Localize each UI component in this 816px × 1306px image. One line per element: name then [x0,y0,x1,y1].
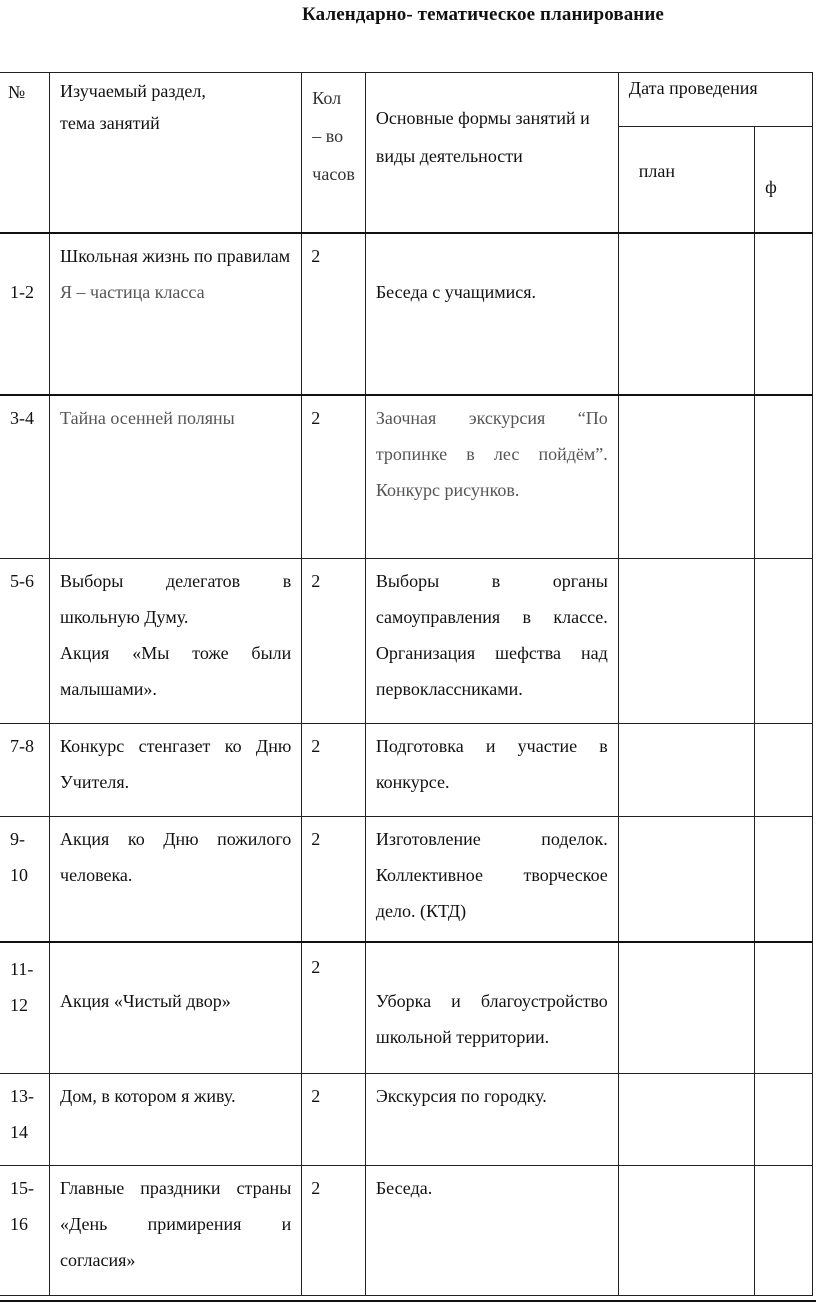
row-num [0,942,50,1074]
header-plan [618,127,754,233]
row-hours-value: 2 [311,1178,321,1198]
row-topic-text: Конкурс стенгазет ко Дню Учителя. [60,736,292,792]
row-num-value: 3-4 [10,407,34,428]
table-row [0,1166,813,1296]
row-hours [302,724,366,817]
row-hours-value: 2 [311,736,321,756]
row-num [0,817,50,942]
row-plan [618,942,754,1074]
row-topic [50,817,302,942]
header-hours-line1: Кол [312,88,342,108]
row-topic [50,1074,302,1166]
row-num-value: 1-2 [10,281,34,302]
row-num-line2: 10 [10,865,28,885]
row-hours-value: 2 [311,571,321,591]
row-forms [365,724,618,817]
row-forms-text: Заочная экскурсия “По тропинке в лес пойдём”. Конкурс рисунков. [375,407,608,500]
row-fact [755,724,813,817]
header-forms-line1: Основные формы занятий и [375,108,590,128]
row-num [0,233,50,395]
row-topic2-text: Акция «Мы тоже были малышами». [60,643,292,699]
header-forms-line2: виды деятельности [375,146,523,166]
row-topic [50,724,302,817]
table-header-row [0,73,813,127]
row-num-line1: 13- [10,1086,34,1106]
row-num-value: 5-6 [10,571,34,591]
row-num [0,395,50,559]
header-date-label: Дата проведения [628,78,758,98]
row-hours [302,559,366,724]
row-num [0,1074,50,1166]
table-row [0,724,813,817]
header-fact [755,127,813,233]
row-num [0,724,50,817]
row-forms [365,395,618,559]
header-fact-label: ф [765,177,777,197]
page-title: Календарно- тематическое планирование [302,4,664,25]
row-num-line1: 11- [10,958,34,979]
row-topic [50,559,302,724]
header-forms [365,73,618,233]
table-row [0,942,813,1074]
row-hours [302,817,366,942]
row-forms-text: Беседа. [375,1178,433,1198]
row-hours-value: 2 [311,956,321,977]
header-num [0,73,50,233]
row-fact [755,233,813,395]
row-forms [365,1166,618,1296]
row-plan [618,395,754,559]
row-num [0,1166,50,1296]
row-plan [618,559,754,724]
row-fact [755,559,813,724]
row-forms [365,942,618,1074]
row-fact [755,1166,813,1296]
header-topic-line1: Изучаемый раздел, [60,81,206,101]
header-topic [50,73,302,233]
row-hours [302,1166,366,1296]
row-hours [302,942,366,1074]
row-forms-text: Изготовление поделок. Коллективное творческое дело. (КТД) [375,829,608,921]
header-hours-line3: часов [312,164,355,184]
row-num [0,559,50,724]
row-plan [618,1166,754,1296]
row-topic [50,1166,302,1296]
row-forms-text: Экскурсия по городку. [375,1086,547,1106]
row-topic [50,395,302,559]
row-num-line2: 12 [10,994,28,1015]
row-hours-value: 2 [311,1086,321,1106]
row-topic-text: Школьная жизнь по правилам [60,245,291,266]
row-hours [302,395,366,559]
row-topic [50,942,302,1074]
header-date [618,73,812,127]
header-hours-line2: – во [312,126,344,146]
row-plan [618,817,754,942]
row-num-line1: 15- [10,1178,34,1198]
row-forms [365,817,618,942]
row-fact [755,395,813,559]
row-hours [302,1074,366,1166]
row-hours-value: 2 [311,829,321,849]
row-topic-text: Выборы делегатов в школьную Думу. [60,571,292,627]
table-row [0,559,813,724]
row-num-line2: 14 [10,1122,28,1142]
table-row [0,233,813,395]
table-row [0,817,813,942]
header-plan-label: план [638,161,676,181]
row-topic-text: Акция ко Дню пожилого человека. [60,829,292,885]
row-forms-text: Выборы в органы самоуправления в классе. Организация шефства над первоклассниками. [375,571,608,699]
schedule-table [0,72,813,1296]
row-plan [618,724,754,817]
row-forms-text: Беседа с учащимися. [375,281,537,302]
row-forms [365,1074,618,1166]
table-row [0,395,813,559]
row-fact [755,1074,813,1166]
row-topic-text: Дом, в котором я живу. [60,1086,236,1106]
header-num-label: № [8,82,26,102]
row-plan [618,1074,754,1166]
row-topic-text: Главные праздники страны «День примирения и согласия» [60,1178,292,1270]
header-hours [302,73,366,233]
table-row [0,1074,813,1166]
row-hours-value: 2 [311,245,321,266]
table-bottom-border [0,1300,816,1302]
row-forms-text: Уборка и благоустройство школьной территории. [375,990,608,1047]
row-hours [302,233,366,395]
row-fact [755,942,813,1074]
row-forms [365,559,618,724]
row-forms [365,233,618,395]
row-subtopic-text: Я – частица класса [60,281,205,302]
row-topic [50,233,302,395]
row-num-line1: 9- [10,829,25,849]
header-topic-line2: тема занятий [60,113,160,133]
row-topic-text: Акция «Чистый двор» [60,990,231,1011]
row-num-line2: 16 [10,1214,28,1234]
row-forms-text: Подготовка и участие в конкурсе. [375,736,608,792]
row-hours-value: 2 [311,407,321,428]
row-num-value: 7-8 [10,736,34,756]
row-topic-text: Тайна осенней поляны [60,407,235,428]
row-plan [618,233,754,395]
row-fact [755,817,813,942]
